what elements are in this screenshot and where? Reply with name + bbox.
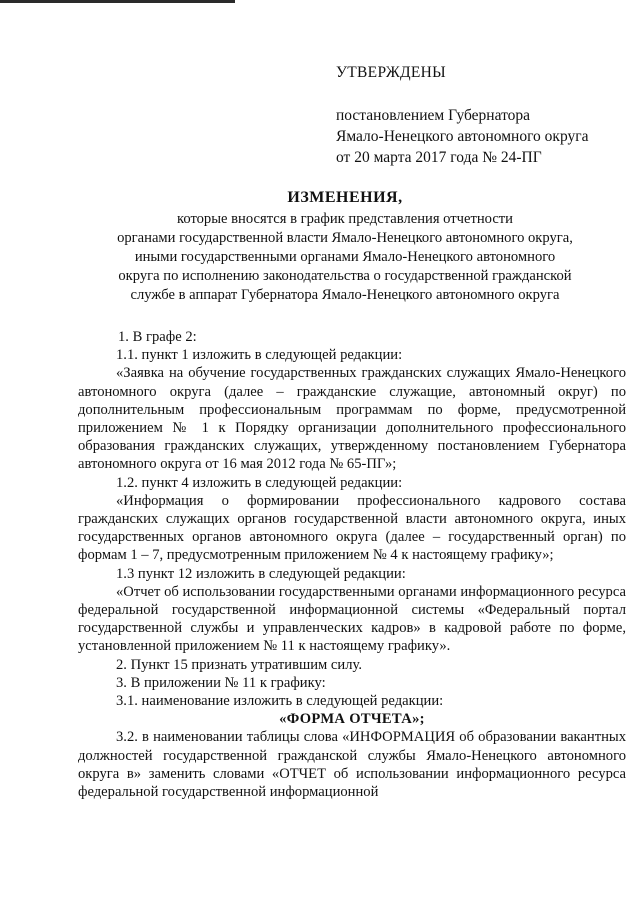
heading-line: иными государственными органами Ямало-Ненецкого автономного bbox=[134, 249, 556, 265]
approval-line: Ямало-Ненецкого автономного округа bbox=[336, 128, 589, 145]
heading-line: службе в аппарат Губернатора Ямало-Ненецкого автономного округа bbox=[130, 287, 560, 303]
approval-block bbox=[336, 62, 626, 168]
item-1-1-text: «Заявка на обучение государственных гражданских служащих Ямало-Ненецкого автономного округа (далее – гражданские служащие, автономный округ) по дополнительным профессиональным программам по форме, предусмотренной приложением № 1 к Порядку организации дополнительного профессионального образования гражданских служащих, утвержденному постановлением Губернатора автономного округа от 16 мая 2012 года № 65-ПГ»; bbox=[78, 365, 626, 473]
form-title: «ФОРМА ОТЧЕТА»; bbox=[279, 711, 425, 728]
section-2: 2. Пункт 15 признать утратившим силу. bbox=[116, 656, 362, 673]
item-1-1: 1.1. пункт 1 изложить в следующей редакции: bbox=[116, 347, 403, 364]
item-1-2: 1.2. пункт 4 изложить в следующей редакции: bbox=[116, 474, 403, 491]
scan-edge-mark bbox=[0, 0, 235, 3]
approval-line: от 20 марта 2017 года № 24-ПГ bbox=[336, 149, 542, 166]
document-heading bbox=[60, 188, 630, 305]
item-1-2-text: «Информация о формировании профессионального кадрового состава гражданских служащих органов государственной власти автономного округа, иных государственных органов автономного округа (далее – государственный орган) по формам 1 – 7, предусмотренным приложением № 4 к настоящему графику»; bbox=[78, 492, 626, 564]
heading-line: округа по исполнению законодательства о государственной гражданской bbox=[118, 268, 572, 284]
heading-line: органами государственной власти Ямало-Ненецкого автономного округа, bbox=[117, 230, 573, 246]
approval-title: УТВЕРЖДЕНЫ bbox=[336, 64, 446, 81]
document-title: ИЗМЕНЕНИЯ, bbox=[287, 189, 403, 206]
item-3-1: 3.1. наименование изложить в следующей редакции: bbox=[116, 693, 444, 710]
section-3: 3. В приложении № 11 к графику: bbox=[116, 674, 326, 691]
item-1-3-text: «Отчет об использовании государственными органами информационного ресурса федеральной государственной информационной системы «Федеральный портал государственной службы и управленческих кадров» в кадровой работе по форме, установленной приложением № 11 к настоящему графику». bbox=[78, 583, 626, 655]
section-1-heading: 1. В графе 2: bbox=[118, 329, 197, 345]
item-1-3: 1.3 пункт 12 изложить в следующей редакции: bbox=[116, 565, 406, 582]
item-3-2-text: 3.2. в наименовании таблицы слова «ИНФОРМАЦИЯ об образовании вакантных должностей государственной гражданской службы Ямало-Ненецкого автономного округа в» заменить словами «ОТЧЕТ об использовании информационного ресурса федеральной государственной информационной bbox=[78, 729, 626, 801]
approval-line: постановлением Губернатора bbox=[336, 107, 531, 124]
document-body bbox=[78, 328, 626, 801]
heading-line: которые вносятся в график представления отчетности bbox=[177, 211, 513, 227]
